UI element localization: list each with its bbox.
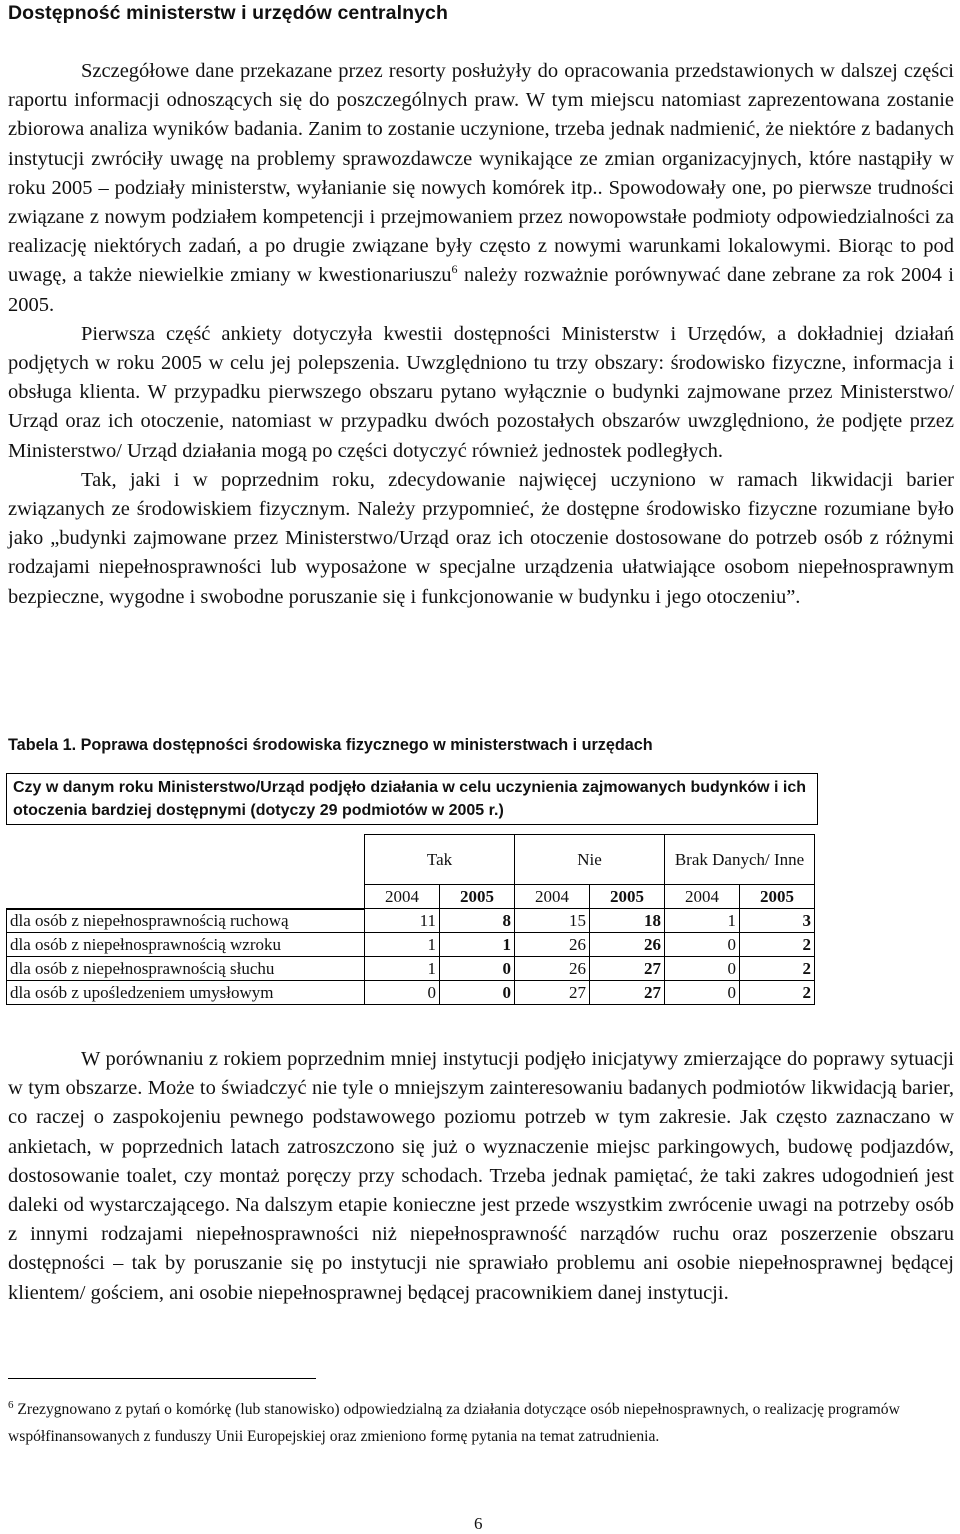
data-table [6,834,815,1005]
row-label: dla osób z niepełnosprawnością wzroku [7,933,365,957]
table-cell: 2 [740,981,815,1005]
table-cell: 0 [665,957,740,981]
table-cell: 0 [440,957,515,981]
table-cell: 26 [515,957,590,981]
table-cell: 8 [440,909,515,933]
table-cell: 27 [590,981,665,1005]
table-cell: 0 [665,981,740,1005]
year-header: 2004 [365,885,440,909]
table-cell: 3 [740,909,815,933]
table-row [7,957,815,981]
footnote-mark: 6 [8,1399,14,1411]
table-cell: 2 [740,957,815,981]
footnote [8,1392,938,1450]
table-group-header [7,835,815,885]
paragraph-4: W porównaniu z rokiem poprzednim mniej instytucji podjęło inicjatywy zmierzające do poprawy sytuacji w tym obszarze. Może to świadczyć nie tyle o mniejszym zainteresowaniu badanych podmiotów likwidacją barier, co raczej o zaspokojeniu pewnego podstawowego poziomu potrzeb w tym zakresie. Jak często zaznaczano w ankietach, w poprzednich latach zatroszczono się już o wyznaczenie miejsc parkingowych, budowę podjazdów, dostosowanie toalet, czy montaż poręczy przy schodach. Trzeba jednak pamiętać, że taki zakres udogodnień jest daleki od wystarczającego. Na dalszym etapie konieczne jest przede wszystkim zwrócenie uwagi na potrzeby osób z innymi rodzajami niepełnosprawności niż niepełnosprawność narządów ruchu oraz poszerzenie obszaru dostępności – tak by poruszanie się po instytucji nie sprawiało problemu ani osobie niepełnosprawnej będącej klientem/ gościem, ani osobie niepełnosprawnej będącej pracownikiem danej instytucji. [8,1048,954,1304]
section-heading: Dostępność ministerstw i urzędów centralnych [8,2,448,24]
table-year-header [7,885,815,909]
row-label: dla osób z niepełnosprawnością ruchową [7,909,365,933]
table-cell: 27 [590,957,665,981]
group-header: Brak Danych/ Inne [665,835,815,885]
year-header: 2005 [590,885,665,909]
table-cell: 11 [365,909,440,933]
year-header: 2004 [515,885,590,909]
table-cell: 1 [365,957,440,981]
paragraph-1: Szczegółowe dane przekazane przez resorty posłużyły do opracowania przedstawionych w dalszej części raportu informacji odnoszących się do poszczególnych praw. W tym miejscu natomiast zaprezentowana zostanie zbiorowa analiza wyników badania. Zanim to zostanie uczynione, trzeba jednak nadmienić, że niektóre z badanych instytucji zwróciły uwagę na problemy sprawozdawcze wynikające ze zmian organizacyjnych, które nastąpiły w roku 2005 – podziały ministerstw, wyłanianie się nowych komórek itp.. Spowodowały one, po pierwsze trudności związane z nowym podziałem kompetencji i przejmowaniem przez nowopowstałe podmioty odpowiedzialności za realizację niektórych zadań, a po drugie związane były często z nowymi warunkami lokalowymi. Biorąc to pod uwagę, a także niewielkie zmiany w kwestionariuszu$^6$ należy rozważnie porównywać dane zebrane za rok 2004 i 2005. [8,60,954,316]
table-cell: 26 [515,933,590,957]
paragraph-3: Tak, jaki i w poprzednim roku, zdecydowanie najwięcej uczyniono w ramach likwidacji barier związanych ze środowiskiem fizycznym. Należy przypomnieć, że dostępne środowisko fizyczne rozumiane było jako „budynki zajmowane przez Ministerstwo/Urząd oraz ich otoczenie dostosowane do potrzeb osób z różnymi rodzajami niepełnosprawności lub wyposażone w specjalne urządzenia ułatwiające osobom niepełnosprawnym bezpieczne, wygodne i swobodne poruszanie się i funkcjonowanie w budynku i jego otoczeniu”. [8,468,954,608]
table-cell: 0 [440,981,515,1005]
table-cell: 0 [665,933,740,957]
table-cell: 0 [365,981,440,1005]
table-caption: Tabela 1. Poprawa dostępności środowiska fizycznego w ministerstwach i urzędach [8,736,653,754]
table-cell: 1 [365,933,440,957]
table-question: Czy w danym roku Ministerstwo/Urząd podjęło działania w celu uczynienia zajmowanych budynków i ich otoczenia bardziej dostępnymi (dotyczy 29 podmiotów w 2005 r.) [6,773,818,825]
table-cell: 2 [740,933,815,957]
table-cell: 1 [665,909,740,933]
row-label: dla osób z niepełnosprawnością słuchu [7,957,365,981]
paragraph-2: Pierwsza część ankiety dotyczyła kwestii dostępności Ministerstw i Urzędów, a dokładniej działań podjętych w roku 2005 w celu jej polepszenia. Uwzględniono tu trzy obszary: środowisko fizyczne, informacja i obsługa klienta. W przypadku pierwszego obszaru pytano wyłącznie o budynki zajmowane przez Ministerstwo/ Urząd oraz ich otoczenie, natomiast w przypadku dwóch pozostałych obszarów uwzględniono, że podjęte przez Ministerstwo/ Urząd działania mogą po części dotyczyć również jednostek podległych. [8,322,954,462]
table-cell: 27 [515,981,590,1005]
footnote-ref[interactable]: 6 [451,262,458,277]
table-row [7,909,815,933]
footnote-text: Zrezygnowano z pytań o komórkę (lub stanowisko) odpowiedzialną za działania dotyczące osób niepełnosprawnych, o realizację programów współfinansowanych z funduszy Unii Europejskiej oraz zmieniono formę pytania na temat zatrudnienia. [8,1401,900,1446]
closing-text [8,1045,954,1308]
table-row [7,981,815,1005]
table-row [7,933,815,957]
year-header: 2005 [740,885,815,909]
footnote-divider [8,1378,316,1379]
year-header: 2005 [440,885,515,909]
table-cell: 26 [590,933,665,957]
table-cell: 15 [515,909,590,933]
group-header: Nie [515,835,665,885]
table-cell: 18 [590,909,665,933]
table-cell: 1 [440,933,515,957]
year-header: 2004 [665,885,740,909]
page-number: 6 [474,1514,483,1533]
intro-text [8,57,954,612]
group-header: Tak [365,835,515,885]
row-label: dla osób z upośledzeniem umysłowym [7,981,365,1005]
